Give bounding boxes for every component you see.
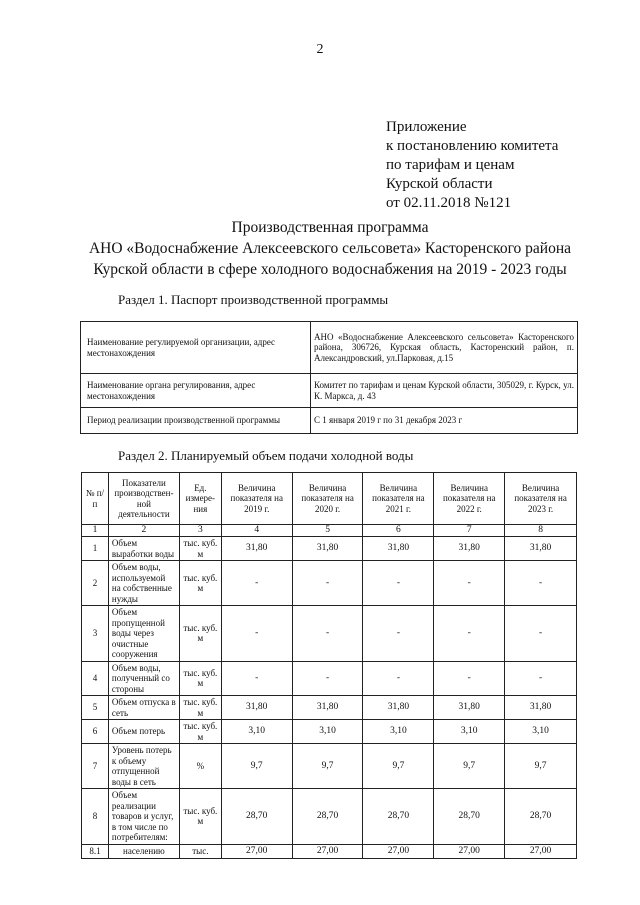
- value-cell: -: [221, 661, 292, 696]
- value-cell: 31,80: [363, 537, 434, 561]
- table-row: [82, 696, 577, 720]
- table-row: [82, 561, 577, 606]
- value-cell: 9,7: [434, 744, 505, 789]
- passport-row: [81, 374, 578, 408]
- row-number: 4: [82, 661, 109, 696]
- row-number: 1: [82, 537, 109, 561]
- column-index: 3: [179, 525, 221, 537]
- unit-cell: тыс. куб. м: [179, 720, 221, 744]
- header-cell: № п/п: [82, 473, 109, 525]
- passport-row: [81, 322, 578, 374]
- document-title: [60, 217, 600, 280]
- column-index: 7: [434, 525, 505, 537]
- table-row: [82, 720, 577, 744]
- plan-header-row: [82, 473, 577, 525]
- value-cell: -: [505, 661, 577, 696]
- column-index: 4: [221, 525, 292, 537]
- unit-cell: тыс. куб. м: [179, 661, 221, 696]
- passport-value: АНО «Водоснабжение Алексеевского сельсовета» Касторенского района, 306726, Курская область, Касторенский район, п. Александровский, ул.Парковая, д.15: [311, 322, 578, 374]
- value-cell: 3,10: [363, 720, 434, 744]
- row-number: 8.1: [82, 844, 109, 858]
- passport-label: Период реализации производственной программы: [81, 408, 311, 434]
- passport-row: [81, 408, 578, 434]
- unit-cell: %: [179, 744, 221, 789]
- row-number: 5: [82, 696, 109, 720]
- header-cell: Величина показателя на 2019 г.: [221, 473, 292, 525]
- table-row: [82, 789, 577, 845]
- unit-cell: тыс. куб. м: [179, 789, 221, 845]
- header-cell: Величина показателя на 2023 г.: [505, 473, 577, 525]
- table-row: [82, 537, 577, 561]
- indicator-name: Объем воды, используемой на собственные нужды: [108, 561, 179, 606]
- value-cell: 27,00: [505, 844, 577, 858]
- value-cell: 31,80: [434, 537, 505, 561]
- title-line: Производственная программа: [231, 219, 429, 236]
- value-cell: 9,7: [292, 744, 363, 789]
- header-cell: Ед. измере-ния: [179, 473, 221, 525]
- indicator-name: Объем потерь: [108, 720, 179, 744]
- column-index: 5: [292, 525, 363, 537]
- value-cell: 28,70: [292, 789, 363, 845]
- unit-cell: тыс.: [179, 844, 221, 858]
- column-index: 1: [82, 525, 109, 537]
- row-number: 8: [82, 789, 109, 845]
- value-cell: 3,10: [434, 720, 505, 744]
- column-index: 2: [108, 525, 179, 537]
- value-cell: 31,80: [292, 696, 363, 720]
- appendix-line: Курской области: [386, 176, 493, 192]
- value-cell: 27,00: [363, 844, 434, 858]
- passport-label: Наименование органа регулирования, адрес местонахождения: [81, 374, 311, 408]
- value-cell: 31,80: [292, 537, 363, 561]
- value-cell: 31,80: [505, 696, 577, 720]
- value-cell: 3,10: [505, 720, 577, 744]
- value-cell: 9,7: [363, 744, 434, 789]
- title-line: Курской области в сфере холодного водоснабжения на 2019 - 2023 годы: [93, 261, 567, 278]
- value-cell: -: [221, 561, 292, 606]
- appendix-line: Приложение: [386, 119, 467, 135]
- column-index: 6: [363, 525, 434, 537]
- unit-cell: тыс. куб. м: [179, 561, 221, 606]
- value-cell: 28,70: [434, 789, 505, 845]
- value-cell: 27,00: [434, 844, 505, 858]
- value-cell: 3,10: [221, 720, 292, 744]
- value-cell: -: [505, 561, 577, 606]
- plan-table: [81, 472, 577, 859]
- value-cell: 28,70: [363, 789, 434, 845]
- value-cell: 31,80: [221, 537, 292, 561]
- column-index-row: [82, 525, 577, 537]
- value-cell: -: [221, 606, 292, 662]
- indicator-name: населению: [108, 844, 179, 858]
- row-number: 3: [82, 606, 109, 662]
- value-cell: -: [505, 606, 577, 662]
- appendix-block: [386, 118, 558, 213]
- value-cell: 28,70: [505, 789, 577, 845]
- value-cell: 31,80: [505, 537, 577, 561]
- value-cell: 27,00: [292, 844, 363, 858]
- value-cell: -: [434, 606, 505, 662]
- table-row: [82, 744, 577, 789]
- indicator-name: Объем воды, полученный со стороны: [108, 661, 179, 696]
- column-index: 8: [505, 525, 577, 537]
- value-cell: -: [363, 661, 434, 696]
- row-number: 7: [82, 744, 109, 789]
- value-cell: -: [292, 606, 363, 662]
- indicator-name: Уровень потерь к объему отпущенной воды в сеть: [108, 744, 179, 789]
- indicator-name: Объем отпуска в сеть: [108, 696, 179, 720]
- title-line: АНО «Водоснабжение Алексеевского сельсовета» Касторенского района: [88, 240, 572, 257]
- table-row: [82, 606, 577, 662]
- appendix-line: по тарифам и ценам: [386, 157, 515, 173]
- passport-value: С 1 января 2019 г по 31 декабря 2023 г: [311, 408, 578, 434]
- passport-label: Наименование регулируемой организации, адрес местонахождения: [81, 322, 311, 374]
- indicator-name: Объем пропущенной воды через очистные сооружения: [108, 606, 179, 662]
- section2-heading: Раздел 2. Планируемый объем подачи холодной воды: [118, 448, 414, 463]
- value-cell: 3,10: [292, 720, 363, 744]
- table-row: [82, 661, 577, 696]
- page-number: 2: [316, 42, 324, 57]
- indicator-name: Объем выработки воды: [108, 537, 179, 561]
- section1-heading: Раздел 1. Паспорт производственной программы: [118, 292, 389, 307]
- header-cell: Величина показателя на 2021 г.: [363, 473, 434, 525]
- passport-table: [80, 321, 578, 434]
- indicator-name: Объем реализации товаров и услуг, в том числе по потребителям:: [108, 789, 179, 845]
- value-cell: 31,80: [221, 696, 292, 720]
- value-cell: -: [363, 606, 434, 662]
- appendix-line: к постановлению комитета: [386, 138, 559, 154]
- value-cell: 27,00: [221, 844, 292, 858]
- value-cell: 28,70: [221, 789, 292, 845]
- unit-cell: тыс. куб. м: [179, 606, 221, 662]
- header-cell: Величина показателя на 2022 г.: [434, 473, 505, 525]
- table-row: [82, 844, 577, 858]
- value-cell: 9,7: [221, 744, 292, 789]
- value-cell: 9,7: [505, 744, 577, 789]
- passport-value: Комитет по тарифам и ценам Курской области, 305029, г. Курск, ул. К. Маркса, д. 43: [311, 374, 578, 408]
- row-number: 2: [82, 561, 109, 606]
- header-cell: Показатели производствен-ной деятельности: [108, 473, 179, 525]
- value-cell: -: [434, 661, 505, 696]
- value-cell: -: [292, 661, 363, 696]
- value-cell: -: [434, 561, 505, 606]
- row-number: 6: [82, 720, 109, 744]
- unit-cell: тыс. куб. м: [179, 696, 221, 720]
- unit-cell: тыс. куб. м: [179, 537, 221, 561]
- value-cell: -: [292, 561, 363, 606]
- value-cell: 31,80: [363, 696, 434, 720]
- header-cell: Величина показателя на 2020 г.: [292, 473, 363, 525]
- appendix-line: от 02.11.2018 №121: [386, 195, 512, 211]
- value-cell: -: [363, 561, 434, 606]
- value-cell: 31,80: [434, 696, 505, 720]
